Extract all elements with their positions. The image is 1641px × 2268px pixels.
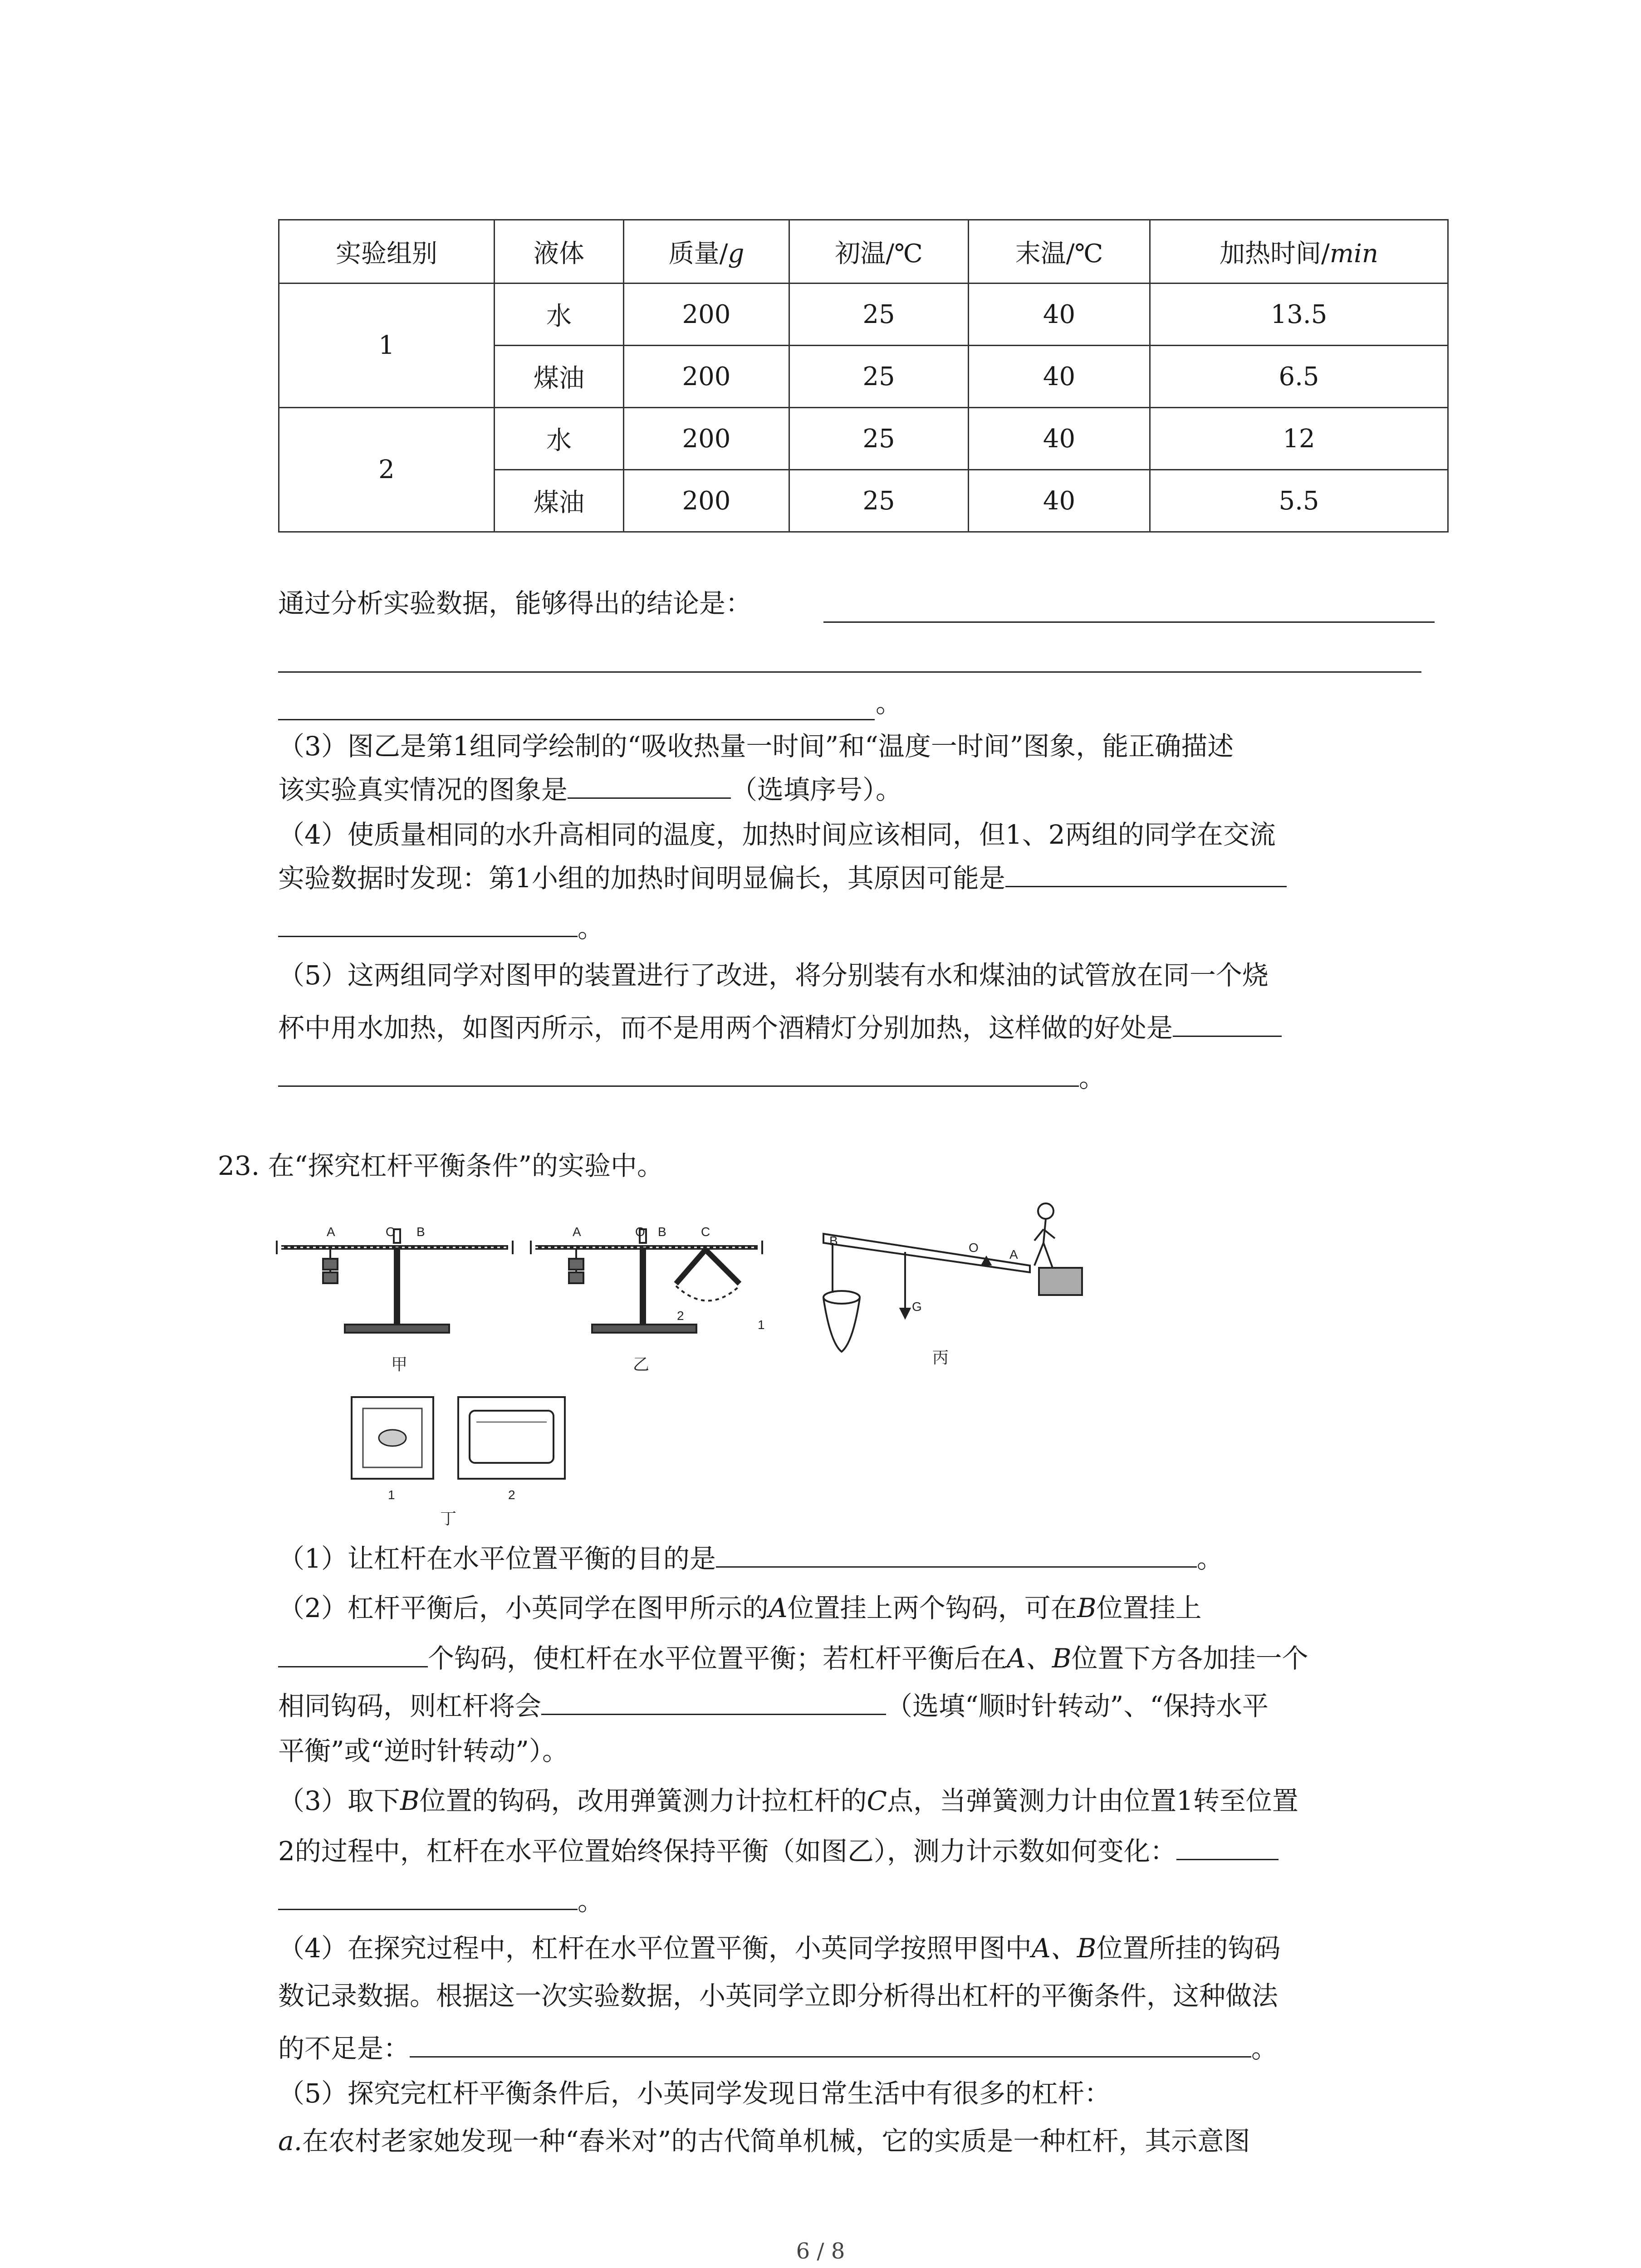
q23-part2-line1 bbox=[278, 1592, 1201, 1624]
q22-part4-line1: （4）使质量相同的水升高相同的温度，加热时间应该相同，但1、2两组的同学在交流 bbox=[278, 819, 1276, 850]
figure-yi bbox=[531, 1229, 762, 1333]
cell-t0: 25 bbox=[789, 408, 969, 470]
cell-mass: 200 bbox=[624, 408, 789, 470]
header-mass: 质量/g bbox=[624, 220, 789, 284]
q23-part2-line3 bbox=[278, 1687, 1269, 1722]
q23-part4-text: 的不足是： bbox=[278, 2033, 410, 2064]
answer-blank[interactable] bbox=[541, 1687, 886, 1715]
lever-figures bbox=[272, 1198, 1134, 1397]
figure-label-yi: 乙 bbox=[633, 1355, 650, 1374]
figure-label-jia: 甲 bbox=[391, 1355, 408, 1374]
q22-part5-line3 bbox=[278, 1059, 1105, 1094]
q23-part2-text: 位置下方各加挂一个 bbox=[1071, 1643, 1308, 1674]
cell-mass: 200 bbox=[624, 470, 789, 532]
q23-part2-text: 相同钩码，则杠杆将会 bbox=[278, 1691, 542, 1721]
q23-part4-line1 bbox=[278, 1932, 1280, 1964]
label-B: B bbox=[658, 1225, 666, 1239]
cell-group: 2 bbox=[279, 408, 495, 532]
button-shape-1 bbox=[379, 1430, 406, 1446]
experiment-data-table bbox=[278, 219, 1449, 533]
label-O: O bbox=[635, 1225, 645, 1239]
q23-part2-text: 位置挂上 bbox=[1096, 1593, 1202, 1623]
cell-t0: 25 bbox=[789, 346, 969, 408]
cell-mass: 200 bbox=[624, 346, 789, 408]
q23-part3-text: 2的过程中，杠杆在水平位置始终保持平衡（如图乙），测力计示数如何变化： bbox=[278, 1836, 1176, 1867]
q23-part3-text: 点，当弹簧测力计由位置1转至位置 bbox=[887, 1785, 1298, 1816]
answer-blank[interactable] bbox=[278, 1640, 428, 1667]
q22-part3-line1: （3）图乙是第1组同学绘制的“吸收热量一时间”和“温度一时间”图象，能正确描述 bbox=[278, 731, 1234, 762]
cell-time: 13.5 bbox=[1150, 284, 1448, 346]
header-initial-temp: 初温/℃ bbox=[789, 220, 969, 284]
q22-conclusion-text: 通过分析实验数据，能够得出的结论是： bbox=[278, 588, 752, 619]
figure-ding bbox=[349, 1395, 585, 1531]
q23-part2-line4: 平衡”或“逆时针转动”）。 bbox=[278, 1735, 568, 1766]
answer-blank[interactable] bbox=[716, 1540, 1197, 1568]
figure-jia bbox=[277, 1229, 513, 1333]
label-O: O bbox=[969, 1241, 979, 1255]
label-C: C bbox=[701, 1225, 710, 1239]
label-position-1: 1 bbox=[758, 1318, 765, 1332]
figure-label-ding: 丁 bbox=[440, 1509, 457, 1528]
cell-time: 6.5 bbox=[1150, 346, 1448, 408]
answer-blank[interactable] bbox=[278, 719, 875, 720]
header-final-temp: 末温/℃ bbox=[969, 220, 1150, 284]
q23-title: 23. 在“探究杠杆平衡条件”的实验中。 bbox=[218, 1150, 663, 1181]
q23-part4-text: 位置所挂的钩码 bbox=[1096, 1933, 1281, 1964]
label-G: G bbox=[912, 1300, 922, 1314]
answer-blank[interactable] bbox=[823, 621, 1435, 623]
cell-t1: 40 bbox=[969, 284, 1150, 346]
point-C: C bbox=[867, 1785, 887, 1816]
q23-part2-text: 个钩码，使杠杆在水平位置平衡；若杠杆平衡后在 bbox=[428, 1643, 1007, 1674]
answer-blank[interactable] bbox=[278, 909, 578, 937]
q22-part3-hint: （选填序号）。 bbox=[731, 774, 902, 805]
answer-blank[interactable] bbox=[278, 671, 1421, 673]
points-A-B: A、B bbox=[1031, 1933, 1097, 1964]
ding-label-1: 1 bbox=[388, 1488, 395, 1502]
cell-t1: 40 bbox=[969, 408, 1150, 470]
q23-part1 bbox=[278, 1540, 1223, 1574]
answer-blank[interactable] bbox=[1176, 1833, 1279, 1860]
period: 。 bbox=[1251, 2033, 1278, 2064]
period: 。 bbox=[578, 913, 604, 943]
q22-part5-line1: （5）这两组同学对图甲的装置进行了改进，将分别装有水和煤油的试管放在同一个烧 bbox=[278, 960, 1269, 991]
points-A-B: A、B bbox=[1007, 1643, 1072, 1674]
label-A: A bbox=[573, 1225, 581, 1239]
answer-blank[interactable] bbox=[1173, 1009, 1282, 1037]
q22-part4-text: 实验数据时发现：第1小组的加热时间明显偏长，其原因可能是 bbox=[278, 863, 1005, 894]
period: 。 bbox=[1196, 1543, 1223, 1574]
figure-label-bing: 丙 bbox=[932, 1348, 949, 1367]
q23-part3-text: 位置的钩码，改用弹簧测力计拉杠杆的 bbox=[419, 1785, 867, 1816]
answer-blank[interactable] bbox=[1005, 860, 1287, 887]
point-B: B bbox=[1077, 1593, 1097, 1623]
q22-part4-line3 bbox=[278, 909, 604, 944]
q23-part3-line3 bbox=[278, 1882, 604, 1917]
ding-label-2: 2 bbox=[508, 1488, 515, 1502]
label-position-2: 2 bbox=[677, 1309, 684, 1323]
item-label-a: a. bbox=[278, 2126, 303, 2156]
q23-part2-text: （2）杠杆平衡后，小英同学在图甲所示的 bbox=[278, 1593, 769, 1623]
header-liquid: 液体 bbox=[495, 220, 624, 284]
cell-t1: 40 bbox=[969, 346, 1150, 408]
point-B: B bbox=[400, 1785, 420, 1816]
q23-part5: （5）探究完杠杆平衡条件后，小英同学发现日常生活中有很多的杠杆： bbox=[278, 2078, 1111, 2109]
period: 。 bbox=[1079, 1062, 1106, 1093]
q22-conclusion-line bbox=[278, 587, 752, 619]
cell-t1: 40 bbox=[969, 470, 1150, 532]
cell-liquid: 煤油 bbox=[495, 470, 624, 532]
cell-group: 1 bbox=[279, 284, 495, 408]
q22-part5-text: 杯中用水加热，如图丙所示，而不是用两个酒精灯分别加热，这样做的好处是 bbox=[278, 1012, 1173, 1043]
cell-liquid: 水 bbox=[495, 284, 624, 346]
period: 。 bbox=[876, 688, 902, 719]
label-A: A bbox=[327, 1225, 335, 1239]
q23-part4-line3 bbox=[278, 2030, 1278, 2064]
q23-part5-a-text: 在农村老家她发现一种“舂米对”的古代简单机械，它的实质是一种杠杆，其示意图 bbox=[302, 2126, 1250, 2156]
q23-part3-text: （3）取下 bbox=[278, 1785, 400, 1816]
q23-part5-a bbox=[278, 2125, 1250, 2157]
q22-part4-line2 bbox=[278, 860, 1287, 894]
point-A: A bbox=[768, 1593, 788, 1623]
header-group: 实验组别 bbox=[279, 220, 495, 284]
q23-part4-text: （4）在探究过程中，杠杆在水平位置平衡，小英同学按照甲图中 bbox=[278, 1933, 1032, 1964]
page-number: 6 / 8 bbox=[796, 2239, 845, 2264]
cell-liquid: 水 bbox=[495, 408, 624, 470]
q23-part3-line1 bbox=[278, 1785, 1298, 1817]
q23-part2-text: 位置挂上两个钩码，可在 bbox=[787, 1593, 1077, 1623]
answer-blank[interactable] bbox=[278, 1882, 578, 1910]
answer-blank[interactable] bbox=[278, 1059, 1079, 1087]
label-A: A bbox=[1009, 1247, 1018, 1261]
table-header-row bbox=[279, 220, 1448, 284]
q23-part4-line2: 数记录数据。根据这一次实验数据，小英同学立即分析得出杠杆的平衡条件，这种做法 bbox=[278, 1980, 1279, 2011]
label-B: B bbox=[416, 1225, 425, 1239]
q23-part2-line2 bbox=[278, 1640, 1308, 1674]
q22-part3-text: 该实验真实情况的图象是 bbox=[278, 774, 568, 805]
q23-part2-hint: （选填“顺时针转动”、“保持水平 bbox=[886, 1691, 1269, 1721]
label-O: O bbox=[386, 1225, 396, 1239]
cell-t0: 25 bbox=[789, 470, 969, 532]
cell-t0: 25 bbox=[789, 284, 969, 346]
q22-part5-line2 bbox=[278, 1009, 1282, 1044]
q22-part3-line2 bbox=[278, 771, 902, 806]
q23-part3-line2 bbox=[278, 1833, 1279, 1867]
cell-time: 12 bbox=[1150, 408, 1448, 470]
label-B: B bbox=[829, 1234, 838, 1248]
answer-blank[interactable] bbox=[410, 2030, 1251, 2058]
cell-liquid: 煤油 bbox=[495, 346, 624, 408]
table-row bbox=[279, 284, 1448, 346]
cell-mass: 200 bbox=[624, 284, 789, 346]
period: 。 bbox=[578, 1886, 604, 1916]
figure-bing bbox=[823, 1203, 1082, 1352]
q23-part1-text: （1）让杠杆在水平位置平衡的目的是 bbox=[278, 1543, 716, 1574]
table-row bbox=[279, 408, 1448, 470]
cell-time: 5.5 bbox=[1150, 470, 1448, 532]
header-heat-time: 加热时间/min bbox=[1150, 220, 1448, 284]
answer-blank[interactable] bbox=[568, 771, 731, 799]
